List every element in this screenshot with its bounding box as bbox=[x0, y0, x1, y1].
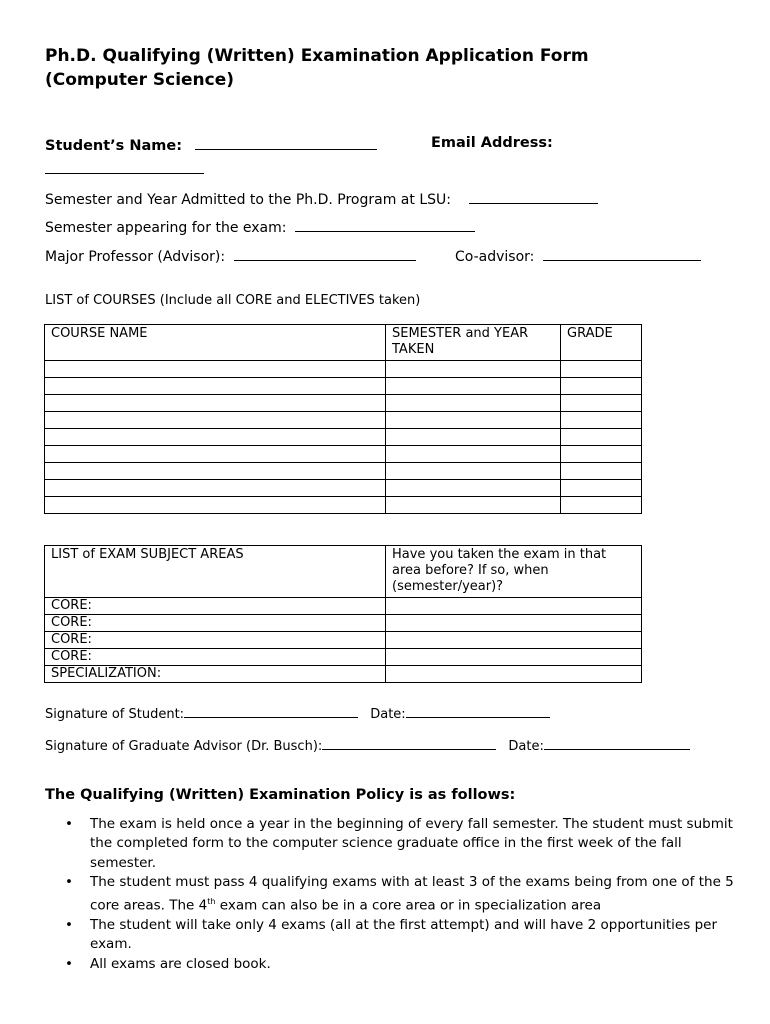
course-name-cell[interactable] bbox=[45, 429, 386, 446]
exam-taken-before-cell[interactable] bbox=[386, 598, 642, 615]
student-date-field[interactable] bbox=[406, 703, 550, 718]
student-name-field[interactable] bbox=[195, 135, 377, 150]
courses-table bbox=[44, 324, 642, 514]
exam-subject-header: LIST of EXAM SUBJECT AREAS bbox=[45, 546, 386, 598]
coadvisor-row bbox=[455, 246, 701, 265]
courses-caption: LIST of COURSES (Include all CORE and ELECTIVES taken) bbox=[45, 293, 421, 308]
advisor-signature-field[interactable] bbox=[322, 735, 496, 750]
semester-year-cell[interactable] bbox=[386, 412, 561, 429]
table-row bbox=[45, 598, 642, 615]
policy-item-text: The student will take only 4 exams (all at the first attempt) and will have 2 opportunities per exam. bbox=[90, 916, 717, 953]
table-row bbox=[45, 429, 642, 446]
semester-year-cell[interactable] bbox=[386, 361, 561, 378]
list-item bbox=[45, 916, 735, 955]
table-row bbox=[45, 412, 642, 429]
exam-taken-before-header: Have you taken the exam in that area before? If so, when (semester/year)? bbox=[386, 546, 642, 598]
semester-admitted-field[interactable] bbox=[469, 189, 598, 204]
list-item bbox=[45, 815, 735, 873]
student-name-label: Student’s Name: bbox=[45, 138, 183, 154]
table-row bbox=[45, 649, 642, 666]
semester-year-header: SEMESTER and YEAR TAKEN bbox=[386, 325, 561, 361]
exam-area-cell[interactable]: SPECIALIZATION: bbox=[45, 666, 386, 683]
email-label: Email Address: bbox=[431, 135, 553, 151]
policy-title: The Qualifying (Written) Examination Policy is as follows: bbox=[45, 787, 516, 803]
table-row bbox=[45, 361, 642, 378]
policy-item-text: The student must pass 4 qualifying exams with at least 3 of the exams being from one of the 5 core areas. The 4 bbox=[90, 873, 734, 914]
grade-header: GRADE bbox=[561, 325, 642, 361]
grade-cell[interactable] bbox=[561, 395, 642, 412]
exam-taken-before-cell[interactable] bbox=[386, 632, 642, 649]
semester-year-cell[interactable] bbox=[386, 480, 561, 497]
advisor-signature-label: Signature of Graduate Advisor (Dr. Busch): bbox=[45, 739, 323, 754]
major-professor-label: Major Professor (Advisor): bbox=[45, 249, 226, 265]
semester-year-cell[interactable] bbox=[386, 378, 561, 395]
grade-cell[interactable] bbox=[561, 446, 642, 463]
student-name-row bbox=[45, 135, 377, 154]
form-title-line1: Ph.D. Qualifying (Written) Examination Application Form bbox=[45, 46, 589, 66]
exam-taken-before-cell[interactable] bbox=[386, 615, 642, 632]
list-item bbox=[45, 873, 735, 916]
semester-admitted-label: Semester and Year Admitted to the Ph.D. Program at LSU: bbox=[45, 192, 451, 208]
policy-item-text: The exam is held once a year in the beginning of every fall semester. The student must submit the completed form to the computer science graduate office in the first week of the fall semester. bbox=[90, 816, 733, 871]
coadvisor-label: Co-advisor: bbox=[455, 249, 535, 265]
student-signature-label: Signature of Student: bbox=[45, 707, 185, 722]
major-professor-field[interactable] bbox=[234, 246, 416, 261]
table-row bbox=[45, 446, 642, 463]
student-signature-field[interactable] bbox=[184, 703, 358, 718]
list-item bbox=[45, 955, 735, 974]
bullet-icon: • bbox=[65, 873, 73, 890]
course-name-cell[interactable] bbox=[45, 480, 386, 497]
major-professor-row bbox=[45, 246, 416, 265]
coadvisor-field[interactable] bbox=[543, 246, 701, 261]
course-name-cell[interactable] bbox=[45, 361, 386, 378]
advisor-date-field[interactable] bbox=[544, 735, 690, 750]
table-row bbox=[45, 615, 642, 632]
table-row bbox=[45, 463, 642, 480]
exam-areas-table bbox=[44, 545, 642, 683]
course-name-cell[interactable] bbox=[45, 463, 386, 480]
grade-cell[interactable] bbox=[561, 429, 642, 446]
semester-year-cell[interactable] bbox=[386, 395, 561, 412]
bullet-icon: • bbox=[65, 955, 73, 972]
semester-year-cell[interactable] bbox=[386, 429, 561, 446]
table-row bbox=[45, 395, 642, 412]
grade-cell[interactable] bbox=[561, 497, 642, 514]
course-name-cell[interactable] bbox=[45, 412, 386, 429]
semester-year-cell[interactable] bbox=[386, 497, 561, 514]
student-signature-row bbox=[45, 703, 550, 722]
course-name-header: COURSE NAME bbox=[45, 325, 386, 361]
course-name-cell[interactable] bbox=[45, 378, 386, 395]
exam-areas-header-row bbox=[45, 546, 642, 598]
semester-exam-row bbox=[45, 217, 475, 236]
table-row bbox=[45, 632, 642, 649]
grade-cell[interactable] bbox=[561, 463, 642, 480]
semester-admitted-row bbox=[45, 189, 598, 208]
table-row bbox=[45, 480, 642, 497]
semester-year-cell[interactable] bbox=[386, 463, 561, 480]
bullet-icon: • bbox=[65, 816, 73, 832]
exam-area-cell[interactable]: CORE: bbox=[45, 615, 386, 632]
grade-cell[interactable] bbox=[561, 361, 642, 378]
exam-area-cell[interactable]: CORE: bbox=[45, 632, 386, 649]
policy-item-superscript: th bbox=[207, 897, 216, 907]
email-field-row bbox=[45, 159, 204, 178]
policy-item-text: exam can also be in a core area or in specialization area bbox=[215, 897, 602, 914]
policy-item-text: All exams are closed book. bbox=[90, 955, 271, 972]
grade-cell[interactable] bbox=[561, 378, 642, 395]
semester-exam-field[interactable] bbox=[295, 217, 475, 232]
bullet-icon: • bbox=[65, 916, 73, 933]
table-row bbox=[45, 666, 642, 683]
course-name-cell[interactable] bbox=[45, 446, 386, 463]
email-field[interactable] bbox=[45, 159, 204, 174]
grade-cell[interactable] bbox=[561, 480, 642, 497]
exam-area-cell[interactable]: CORE: bbox=[45, 649, 386, 666]
exam-area-cell[interactable]: CORE: bbox=[45, 598, 386, 615]
form-title-line2: (Computer Science) bbox=[45, 70, 235, 90]
course-name-cell[interactable] bbox=[45, 497, 386, 514]
courses-header-row bbox=[45, 325, 642, 361]
advisor-date-label: Date: bbox=[508, 739, 544, 754]
course-name-cell[interactable] bbox=[45, 395, 386, 412]
semester-year-cell[interactable] bbox=[386, 446, 561, 463]
grade-cell[interactable] bbox=[561, 412, 642, 429]
table-row bbox=[45, 497, 642, 514]
exam-taken-before-cell[interactable] bbox=[386, 666, 642, 683]
semester-exam-label: Semester appearing for the exam: bbox=[45, 220, 287, 236]
form-title bbox=[45, 44, 589, 92]
student-date-label: Date: bbox=[370, 707, 406, 722]
exam-taken-before-cell[interactable] bbox=[386, 649, 642, 666]
table-row bbox=[45, 378, 642, 395]
advisor-signature-row bbox=[45, 735, 690, 754]
policy-list bbox=[45, 815, 735, 974]
